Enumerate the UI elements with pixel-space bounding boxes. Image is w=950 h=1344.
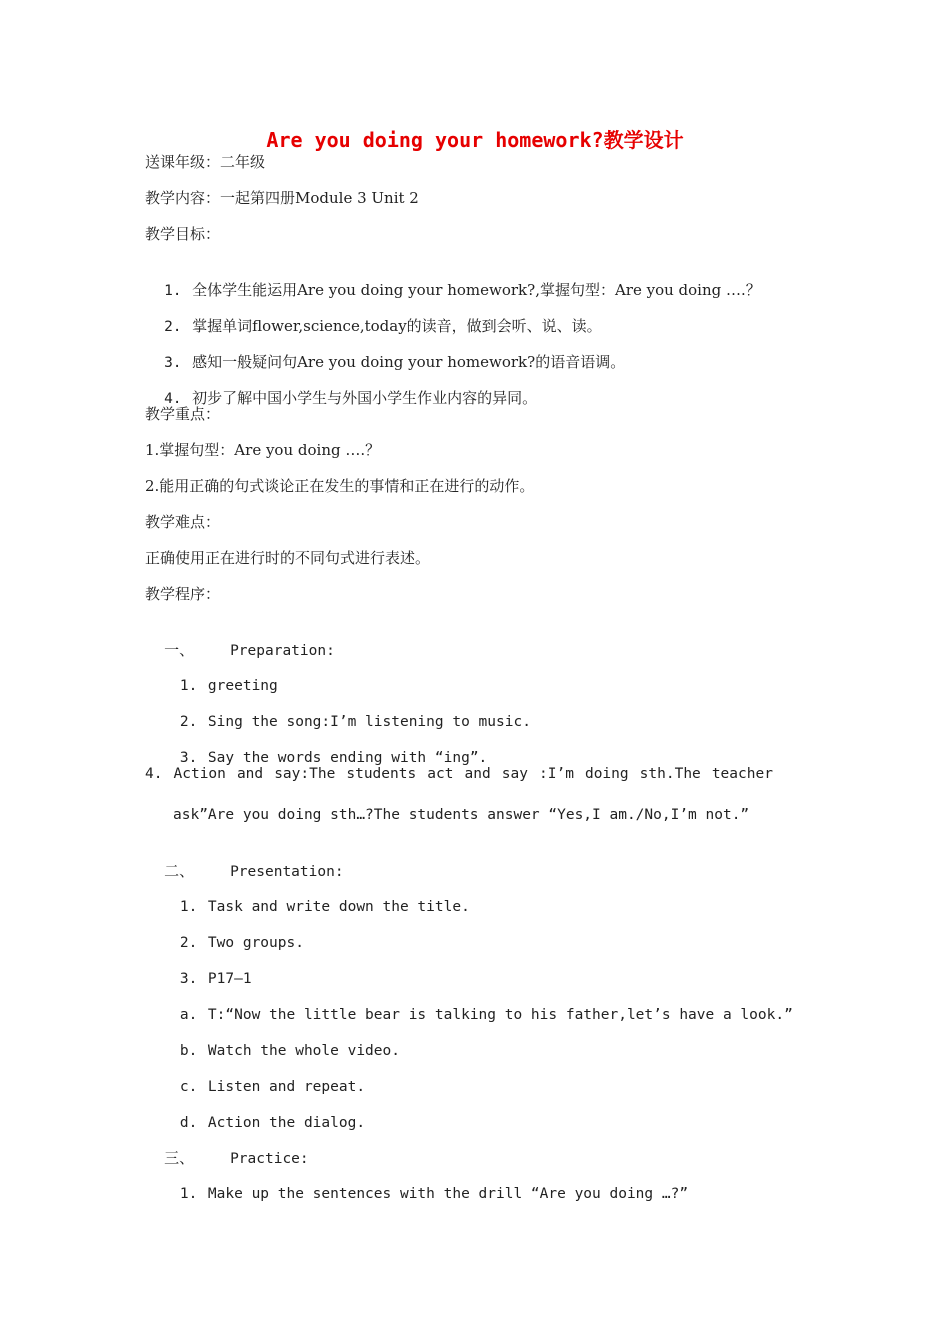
- section-number: 三、: [164, 1149, 195, 1167]
- item-text: 感知一般疑问句Are you doing your homework?的语音语调。: [192, 353, 626, 371]
- item-number: d.: [179, 1115, 198, 1131]
- item-text: 全体学生能运用Are you doing your homework?,掌握句型：Are you doing ….？: [192, 281, 761, 299]
- item-text: T:“Now the little bear is talking to his father,let’s have a look.”: [207, 1007, 793, 1023]
- procedure-heading: 教学程序：: [145, 585, 221, 603]
- item-text: Say the words ending with “ing”.: [207, 750, 488, 766]
- item-number: 1.: [179, 1186, 198, 1202]
- item-number: b.: [179, 1043, 198, 1059]
- list-item-continuation: ask”Are you doing sth…?The students answer “Yes,I am./No,I’m not.”: [173, 807, 750, 823]
- item-number: 2.: [179, 714, 198, 730]
- list-item-justified: [145, 764, 773, 784]
- item-text: P17—1: [207, 971, 252, 987]
- grade-line: 送课年级：二年级: [145, 153, 266, 171]
- difficulties-heading: 教学难点：: [145, 513, 221, 531]
- section-number: 二、: [164, 862, 195, 880]
- item-number: 1.: [179, 678, 198, 694]
- item-text: Action the dialog.: [207, 1115, 366, 1131]
- justified-word: say:The: [274, 766, 336, 782]
- item-text: Task and write down the title.: [207, 899, 470, 915]
- item-number: 3.: [179, 750, 198, 766]
- justified-word: act: [427, 766, 454, 782]
- justified-word: say: [501, 766, 528, 782]
- item-text: Sing the song:I’m listening to music.: [207, 714, 531, 730]
- section-title: Practice:: [230, 1151, 309, 1167]
- item-number: c.: [179, 1079, 198, 1095]
- item-number: 3.: [179, 971, 198, 987]
- item-text: Watch the whole video.: [207, 1043, 400, 1059]
- justified-word: sth.The: [639, 766, 701, 782]
- item-number: 3.: [164, 355, 182, 371]
- item-text: Make up the sentences with the drill “Are you doing …?”: [207, 1186, 689, 1202]
- section-number: 一、: [164, 641, 195, 659]
- justified-word: and: [236, 766, 264, 782]
- difficulties-text: 正确使用正在进行时的不同句式进行表述。: [145, 549, 431, 567]
- key-point-item: 2.能用正确的句式谈论正在发生的事情和正在进行的动作。: [145, 477, 535, 495]
- list-item: [145, 1164, 688, 1224]
- item-number: 4.: [164, 391, 182, 407]
- justified-word: :I’m: [539, 766, 574, 782]
- item-text: 初步了解中国小学生与外国小学生作业内容的异同。: [192, 389, 538, 407]
- justified-word: teacher: [711, 766, 773, 782]
- item-text: greeting: [207, 678, 278, 694]
- justified-word: doing: [584, 766, 629, 782]
- content-line: 教学内容：一起第四册Module 3 Unit 2: [145, 189, 419, 207]
- item-number: 2.: [164, 319, 182, 335]
- justified-word: students: [346, 766, 417, 782]
- item-text: 掌握单词flower,science,today的读音，做到会听、说、读。: [192, 317, 602, 335]
- justified-word: and: [464, 766, 491, 782]
- justified-word: Action: [173, 766, 226, 782]
- item-number: a.: [179, 1007, 198, 1023]
- item-number: 4.: [145, 766, 163, 782]
- item-text: Two groups.: [207, 935, 304, 951]
- document-title: Are you doing your homework?教学设计: [266, 128, 684, 152]
- item-text: Listen and repeat.: [207, 1079, 366, 1095]
- objectives-heading: 教学目标：: [145, 225, 221, 243]
- item-number: 1.: [164, 283, 182, 299]
- key-point-item: 1.掌握句型：Are you doing ….？: [145, 441, 381, 459]
- item-number: 1.: [179, 899, 198, 915]
- section-title: Preparation:: [230, 643, 335, 659]
- item-number: 2.: [179, 935, 198, 951]
- section-title: Presentation:: [230, 864, 344, 880]
- key-points-heading: 教学重点：: [145, 405, 221, 423]
